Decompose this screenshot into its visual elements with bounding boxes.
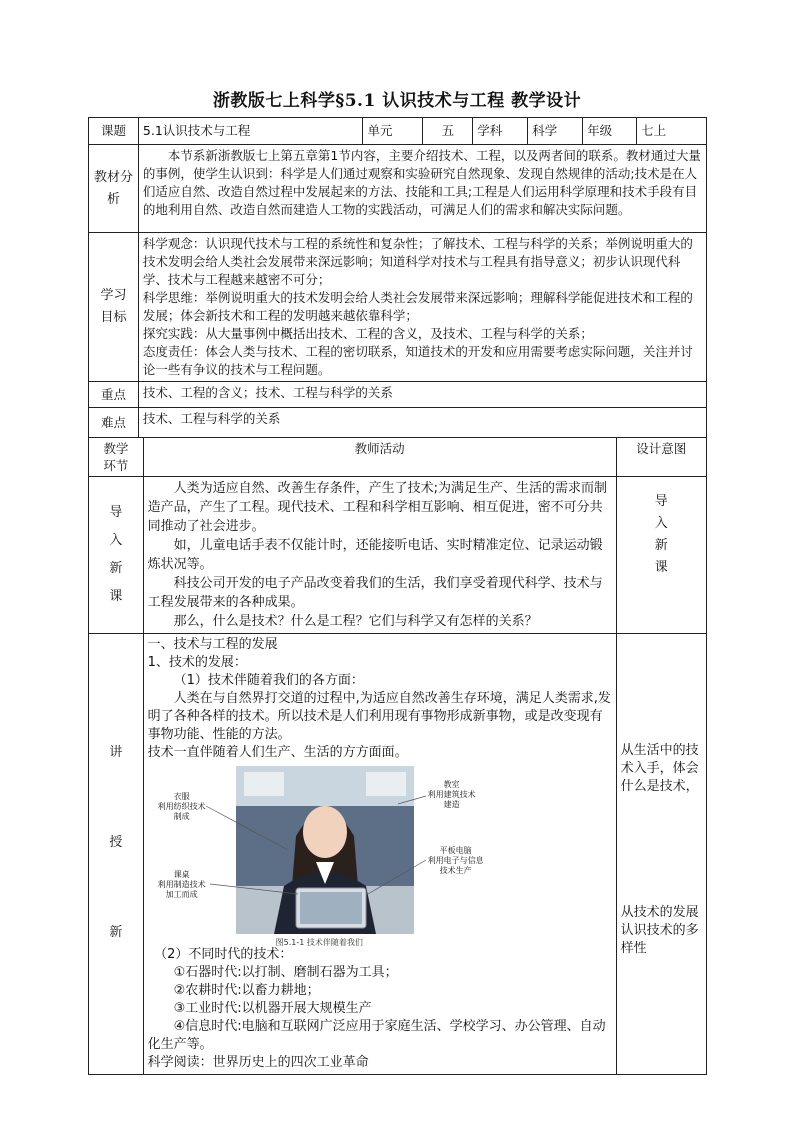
unit-value: 五 (423, 118, 473, 145)
annotation-text: 技术生产 (439, 866, 472, 875)
intro-paragraph: 科技公司开发的电子产品改变着我们的生活，我们享受着现代科学、技术与工程发展带来的各种成果。 (147, 576, 603, 610)
key-points-label: 重点 (89, 382, 139, 408)
subsection-heading: 1、技术的发展： (147, 655, 247, 670)
lesson-info-table (88, 117, 707, 438)
analysis-label: 教材分析 (89, 145, 139, 233)
teaching-process-table (88, 437, 707, 1075)
stage-header-2: 环节 (103, 458, 129, 473)
annotation-leaders (148, 766, 608, 936)
topic-label: 课题 (89, 118, 139, 145)
teacher-activity-header: 教师活动 (143, 438, 616, 477)
annotation-text: 利用纺织技术 (157, 802, 206, 811)
grade-label: 年级 (583, 118, 637, 145)
intent-text-2: 从技术的发展认识技术的多样性 (620, 905, 699, 956)
teaching-paragraph: 技术一直伴随着人们生产、生活的方方面面。 (147, 745, 408, 760)
grade-value: 七上 (637, 118, 707, 145)
key-points-text: 技术、工程的含义；技术、工程与科学的关系 (138, 382, 706, 408)
objective-line: 科学观念：认识现代技术与工程的系统性和复杂性；了解技术、工程与科学的关系；举例说明重大的技术发明会给人类社会发展带来深远影响；知道科学对技术与工程具有指导意义；初步认识现代科学、技术与工程越来越密不可分； (142, 236, 693, 287)
stage-char: 新 (109, 925, 123, 940)
difficulties-label: 难点 (89, 408, 139, 438)
intent-char: 新 (654, 538, 668, 553)
teaching-stage (89, 634, 144, 1075)
annotation-text: 衣服 (173, 792, 190, 801)
stage-header (89, 438, 144, 477)
annotation-text: 利用制造技术 (157, 880, 206, 889)
intent-char: 入 (654, 516, 668, 531)
annotation-text: 平板电脑 (439, 846, 472, 855)
objective-line: 探究实践：从大量事例中概括出技术、工程的含义，及技术、工程与科学的关系； (142, 326, 593, 341)
annotation-text: 加工而成 (165, 890, 198, 899)
annotation-text: 利用建筑技术 (427, 790, 476, 799)
intro-stage (89, 477, 144, 634)
technology-figure (148, 766, 608, 946)
subject-label: 学科 (473, 118, 528, 145)
objectives-label (89, 233, 139, 382)
stage-char: 入 (109, 533, 123, 548)
figure-caption: 图5.1-1 技术伴随着我们 (275, 938, 363, 947)
era-item: ④信息时代:电脑和互联网广泛应用于家庭生活、学校学习、办公管理、自动化生产等。 (147, 1019, 606, 1052)
topic-value: 5.1认识技术与工程 (138, 118, 363, 145)
annotation-text: 建造 (443, 800, 460, 809)
section-heading: 一、技术与工程的发展 (147, 637, 278, 652)
stage-char: 导 (109, 505, 123, 520)
era-item: ③工业时代:以机器开展大规模生产 (173, 1001, 372, 1016)
intro-paragraph: 那么，什么是技术？什么是工程？它们与科学又有怎样的关系？ (173, 614, 538, 629)
intro-paragraph: 如，儿童电话手表不仅能计时，还能接听电话、实时精准定位、记录运动锻炼状况等。 (147, 538, 603, 572)
subject-value: 科学 (528, 118, 583, 145)
intro-paragraph: 人类为适应自然、改善生存条件，产生了技术;为满足生产、生活的需求而制造产品，产生了工程。现代技术、工程和科学相互影响、相互促进，密不可分共同推动了社会进步。 (147, 481, 608, 534)
unit-label: 单元 (363, 118, 423, 145)
stage-char: 课 (109, 589, 123, 604)
objective-line: 态度责任：体会人类与技术、工程的密切联系，知道技术的开发和应用需要考虑实际问题，关注并讨论一些有争议的技术与工程问题。 (142, 344, 693, 377)
objectives-label-1: 学习 (100, 288, 127, 303)
annotation-text: 教室 (443, 780, 460, 789)
page-title: 浙教版七上科学§5.1 认识技术与工程 教学设计 (212, 91, 582, 111)
objective-line: 科学思维：举例说明重大的技术发明会给人类社会发展带来深远影响；理解科学能促进技术和工程的发展；体会新技术和工程的发明越来越依靠科学； (142, 290, 693, 323)
analysis-text: 本节系新浙教版七上第五章第1节内容，主要介绍技术、工程，以及两者间的联系。教材通过大量的事例，使学生认识到：科学是人们通过观察和实验研究自然现象、发现自然规律的活动;技术是在人们适应自然、改造自然过程中发展起来的方法、技能和工具;工程是人们运用科学原理和技术手段有目的地利用自然、改造自然而建造人工物的实践活动，可满足人们的需求和解决实际问题。 (142, 148, 701, 217)
intro-intent (616, 477, 706, 634)
stage-char: 新 (109, 561, 123, 576)
annotation-text: 制成 (173, 812, 190, 821)
annotation-text: 利用电子与信息 (427, 856, 484, 865)
stage-char: 讲 (109, 745, 123, 760)
objectives-label-2: 目标 (100, 310, 127, 325)
era-item: ②农耕时代:以畜力耕地； (173, 983, 320, 998)
stage-char: 授 (109, 835, 123, 850)
difficulties-text: 技术、工程与科学的关系 (138, 408, 706, 438)
design-intent-header: 设计意图 (616, 438, 706, 477)
annotation-text: 课桌 (173, 870, 190, 879)
sub-heading: （2）不同时代的技术： (154, 947, 293, 962)
teaching-intent (616, 634, 706, 1075)
teaching-paragraph: 人类在与自然界打交道的过程中,为适应自然改善生存环境，满足人类需求,发明了各种各样的技术。所以技术是人们利用现有事物形成新事物，或是改变现有事物功能、性能的方法。 (147, 691, 611, 742)
stage-header-1: 教学 (103, 441, 129, 456)
intent-char: 课 (654, 560, 668, 575)
era-item: ①石器时代:以打制、磨制石器为工具； (173, 965, 398, 980)
intent-text-1: 从生活中的技术入手，体会什么是技术， (620, 743, 699, 794)
sub-heading: （1）技术伴随着我们的各方面： (173, 673, 364, 688)
intent-char: 导 (654, 494, 668, 509)
science-reading: 科学阅读：世界历史上的四次工业革命 (147, 1055, 369, 1070)
